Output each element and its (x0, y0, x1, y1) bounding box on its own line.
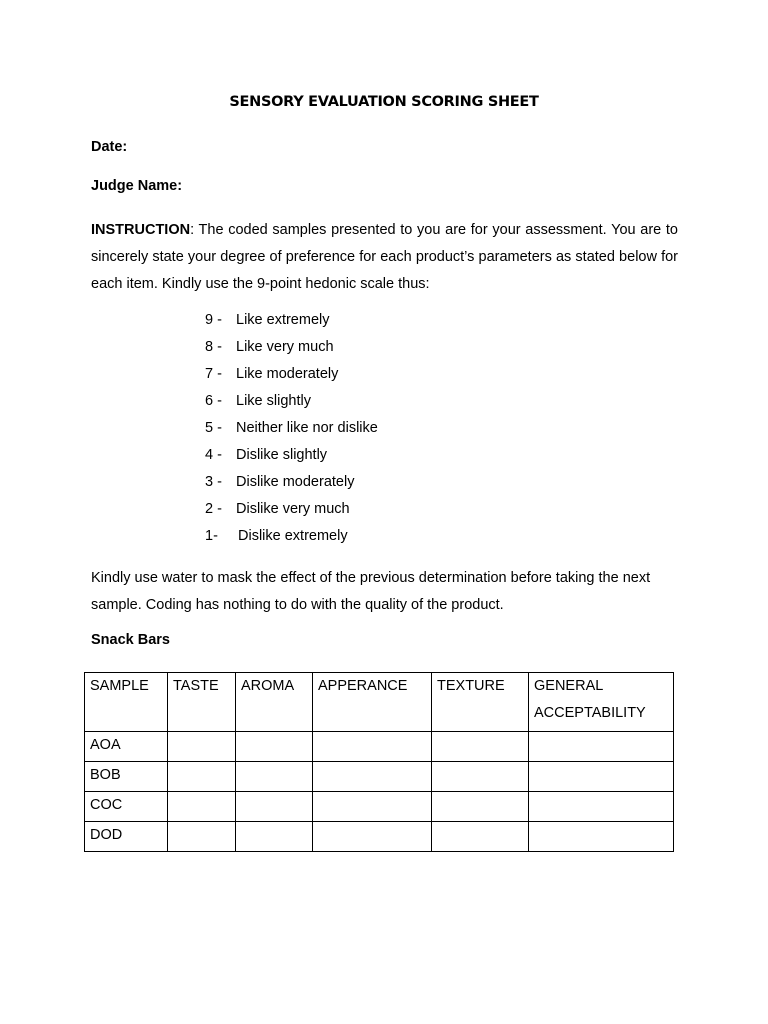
general-acceptability-score-cell[interactable] (529, 732, 674, 762)
scale-label: Like slightly (236, 393, 311, 409)
scale-item (205, 499, 378, 526)
scale-label: Dislike very much (236, 501, 350, 517)
hedonic-scale-list (205, 310, 378, 553)
scale-label: Dislike moderately (236, 474, 355, 490)
taste-score-cell[interactable] (168, 822, 236, 852)
scale-item (205, 391, 378, 418)
scale-number: 5 - (205, 420, 222, 436)
judge-name-label: Judge Name: (91, 178, 183, 194)
appearance-score-cell[interactable] (313, 792, 432, 822)
scale-number: 4 - (205, 447, 222, 463)
scale-label: Dislike extremely (238, 528, 348, 544)
table-row (85, 792, 674, 822)
sample-code-cell: DOD (85, 822, 168, 852)
scale-number: 7 - (205, 366, 222, 382)
sample-code-cell: AOA (85, 732, 168, 762)
header-taste: TASTE (168, 673, 236, 732)
scale-number: 8 - (205, 339, 222, 355)
aroma-score-cell[interactable] (236, 792, 313, 822)
appearance-score-cell[interactable] (313, 732, 432, 762)
table-row (85, 762, 674, 792)
taste-score-cell[interactable] (168, 732, 236, 762)
scale-label: Neither like nor dislike (236, 420, 378, 436)
date-label: Date: (91, 139, 128, 155)
appearance-score-cell[interactable] (313, 822, 432, 852)
scale-number: 6 - (205, 393, 222, 409)
scale-item (205, 364, 378, 391)
page-title: SENSORY EVALUATION SCORING SHEET (229, 94, 539, 110)
water-note-paragraph: Kindly use water to mask the effect of the previous determination before taking the next sample. Coding has nothing to do with the quality of the product. (91, 570, 651, 613)
scale-number: 3 - (205, 474, 222, 490)
instruction-paragraph (91, 217, 678, 298)
scale-item (205, 526, 378, 553)
texture-score-cell[interactable] (432, 822, 529, 852)
scoring-table (84, 672, 674, 852)
texture-score-cell[interactable] (432, 762, 529, 792)
scale-label: Like very much (236, 339, 334, 355)
table-row (85, 822, 674, 852)
header-aroma: AROMA (236, 673, 313, 732)
header-sample: SAMPLE (85, 673, 168, 732)
instruction-label: INSTRUCTION (91, 222, 191, 238)
aroma-score-cell[interactable] (236, 762, 313, 792)
texture-score-cell[interactable] (432, 732, 529, 762)
scale-number: 9 - (205, 312, 222, 328)
scale-item (205, 418, 378, 445)
taste-score-cell[interactable] (168, 762, 236, 792)
header-general-acceptability: GENERAL ACCEPTABILITY (529, 673, 674, 732)
section-title-snack-bars: Snack Bars (91, 632, 170, 648)
general-acceptability-score-cell[interactable] (529, 792, 674, 822)
scale-label: Like extremely (236, 312, 330, 328)
scale-number: 2 - (205, 501, 222, 517)
appearance-score-cell[interactable] (313, 762, 432, 792)
scale-item (205, 445, 378, 472)
general-acceptability-score-cell[interactable] (529, 762, 674, 792)
texture-score-cell[interactable] (432, 792, 529, 822)
aroma-score-cell[interactable] (236, 822, 313, 852)
aroma-score-cell[interactable] (236, 732, 313, 762)
sample-code-cell: COC (85, 792, 168, 822)
taste-score-cell[interactable] (168, 792, 236, 822)
general-acceptability-score-cell[interactable] (529, 822, 674, 852)
table-row (85, 732, 674, 762)
scale-label: Dislike slightly (236, 447, 328, 463)
header-texture: TEXTURE (432, 673, 529, 732)
scale-label: Like moderately (236, 366, 339, 382)
scale-item (205, 310, 378, 337)
instruction-text: : The coded samples presented to you are for your assessment. You are to sincerely state your degree of preference for each product’s parameters as stated below for each item. Kindly use the 9-point hedonic scale thus: (91, 222, 678, 292)
scale-item (205, 472, 378, 499)
scale-item (205, 337, 378, 364)
sample-code-cell: BOB (85, 762, 168, 792)
scale-number: 1- (205, 528, 218, 544)
header-appearance: APPERANCE (313, 673, 432, 732)
table-header-row (85, 673, 674, 732)
